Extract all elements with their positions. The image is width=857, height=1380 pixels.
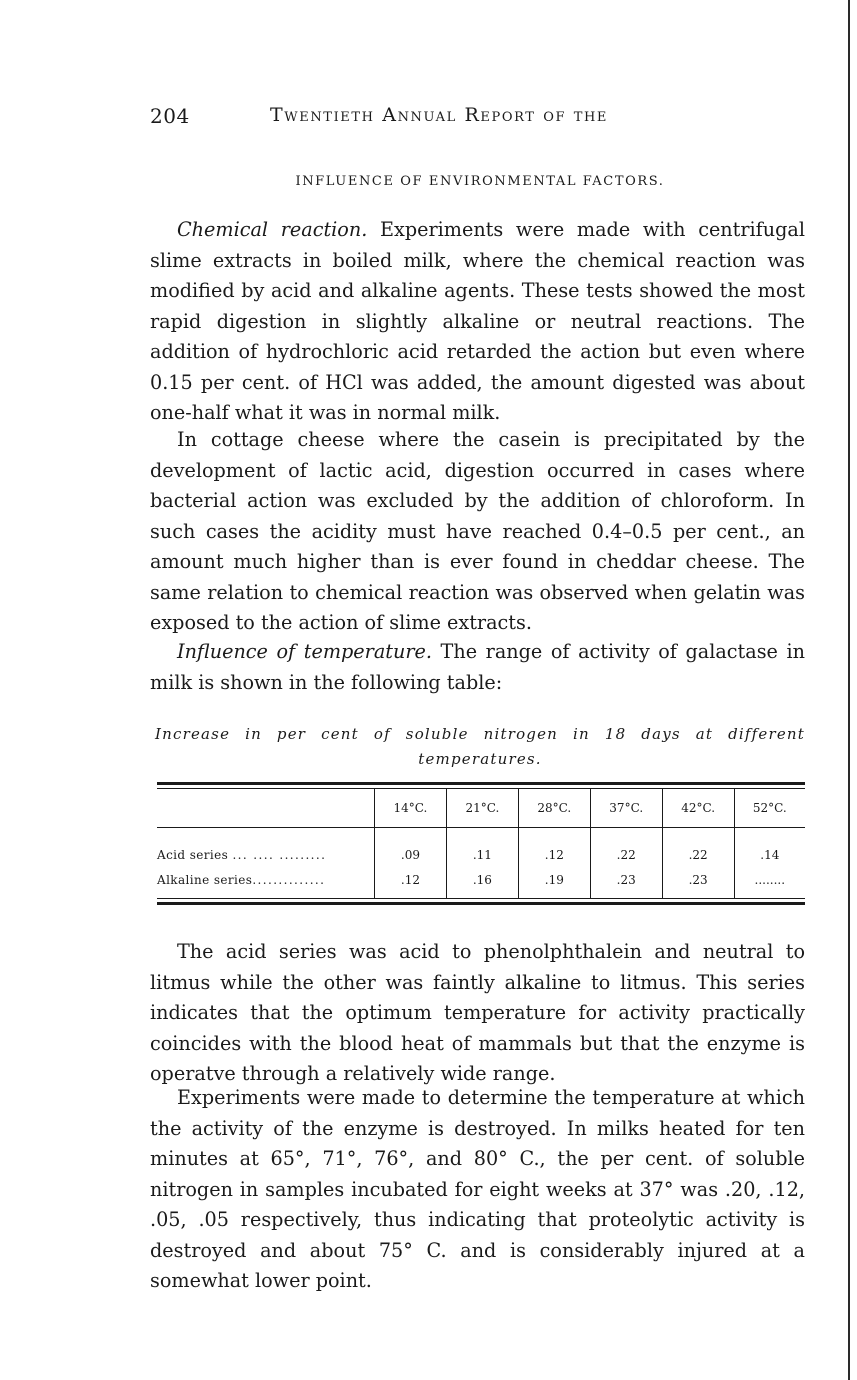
paragraph-text: The range of activity of galactase in milk is shown in the following table: — [150, 640, 805, 694]
table-cell: .16 — [446, 867, 518, 898]
table-cell: .23 — [590, 867, 662, 898]
table-header-label — [157, 789, 375, 828]
table-bottom-rule — [157, 898, 805, 905]
page-number: 204 — [150, 104, 190, 128]
table-top-rule — [157, 782, 805, 789]
paragraph-text: Experiments were made to determine the temperature at which the activity of the enzyme is destroyed. In milks heated for ten minutes at 65°, 71°, 76°, and 80° C., the per cent. of soluble nitrogen in samples incubated for eight weeks at 37° was .20, .12, .05, .05 respectively, thus indicating that proteolytic activity is destroyed and about 75° C. and is considerably injured at a somewhat lower point. — [150, 1086, 805, 1292]
table-cell: .23 — [662, 867, 734, 898]
table-cell: .11 — [446, 828, 518, 868]
table-caption — [155, 722, 805, 772]
page-header — [150, 104, 810, 130]
table-header-cell: 42°C. — [662, 789, 734, 828]
paragraph-chemical-reaction — [150, 215, 805, 429]
page-edge-rule — [848, 0, 850, 1380]
table-caption-line2: temperatures. — [418, 750, 542, 768]
paragraph-text: Experiments were made with centrifugal slime extracts in boiled milk, where the chemical reaction was modified by acid and alkaline agents. These tests showed the most rapid digestion in slightly alkaline or neutral reactions. The addition of hydrochloric acid retarded the action but even where 0.15 per cent. of HCl was added, the amount digested was about one-half what it was in normal milk. — [150, 218, 805, 424]
table-cell: .14 — [734, 828, 805, 868]
paragraph-lead: Influence of temperature. — [177, 640, 432, 663]
table-cell: .12 — [518, 828, 590, 868]
paragraph-text: In cottage cheese where the casein is precipitated by the development of lactic acid, digestion occurred in cases where bacterial action was excluded by the addition of chloroform. In such cases the acidity must have reached 0.4–0.5 per cent., an amount much higher than is ever found in cheddar cheese. The same relation to chemical reaction was observed when gelatin was exposed to the action of slime extracts. — [150, 428, 805, 634]
section-title: INFLUENCE OF ENVIRONMENTAL FACTORS. — [295, 174, 665, 189]
table-header-row — [157, 789, 805, 828]
table-row — [157, 828, 805, 868]
table-header-cell: 28°C. — [518, 789, 590, 828]
nitrogen-table — [157, 789, 805, 898]
table-row-label: Acid series ... .... ......... — [157, 847, 327, 862]
paragraph-lead: Chemical reaction. — [177, 218, 368, 241]
table-cell: .19 — [518, 867, 590, 898]
running-head: Twentieth Annual Report of the — [270, 104, 609, 126]
paragraph-text: The acid series was acid to phenolphthalein and neutral to litmus while the other was faintly alkaline to litmus. This series indicates that the optimum temperature for activity practically coincides with the blood heat of mammals but that the enzyme is operatve through a relatively wide range. — [150, 940, 805, 1085]
table-header-cell: 14°C. — [375, 789, 447, 828]
table-cell: .09 — [375, 828, 447, 868]
paragraph-temperature — [150, 637, 805, 698]
table-header-cell: 52°C. — [734, 789, 805, 828]
table-cell: .22 — [590, 828, 662, 868]
data-table — [157, 782, 805, 905]
table-cell: ........ — [734, 867, 805, 898]
paragraph-cottage-cheese — [150, 425, 805, 639]
table-cell: .22 — [662, 828, 734, 868]
paragraph-series-note — [150, 937, 805, 1090]
table-cell: .12 — [375, 867, 447, 898]
table-row-label: Alkaline series.............. — [157, 872, 326, 887]
table-header-cell: 21°C. — [446, 789, 518, 828]
table-caption-line1: Increase in per cent of soluble nitrogen in 18 days at different — [155, 725, 805, 743]
paragraph-destruction — [150, 1083, 805, 1297]
table-row — [157, 867, 805, 898]
table-header-cell: 37°C. — [590, 789, 662, 828]
